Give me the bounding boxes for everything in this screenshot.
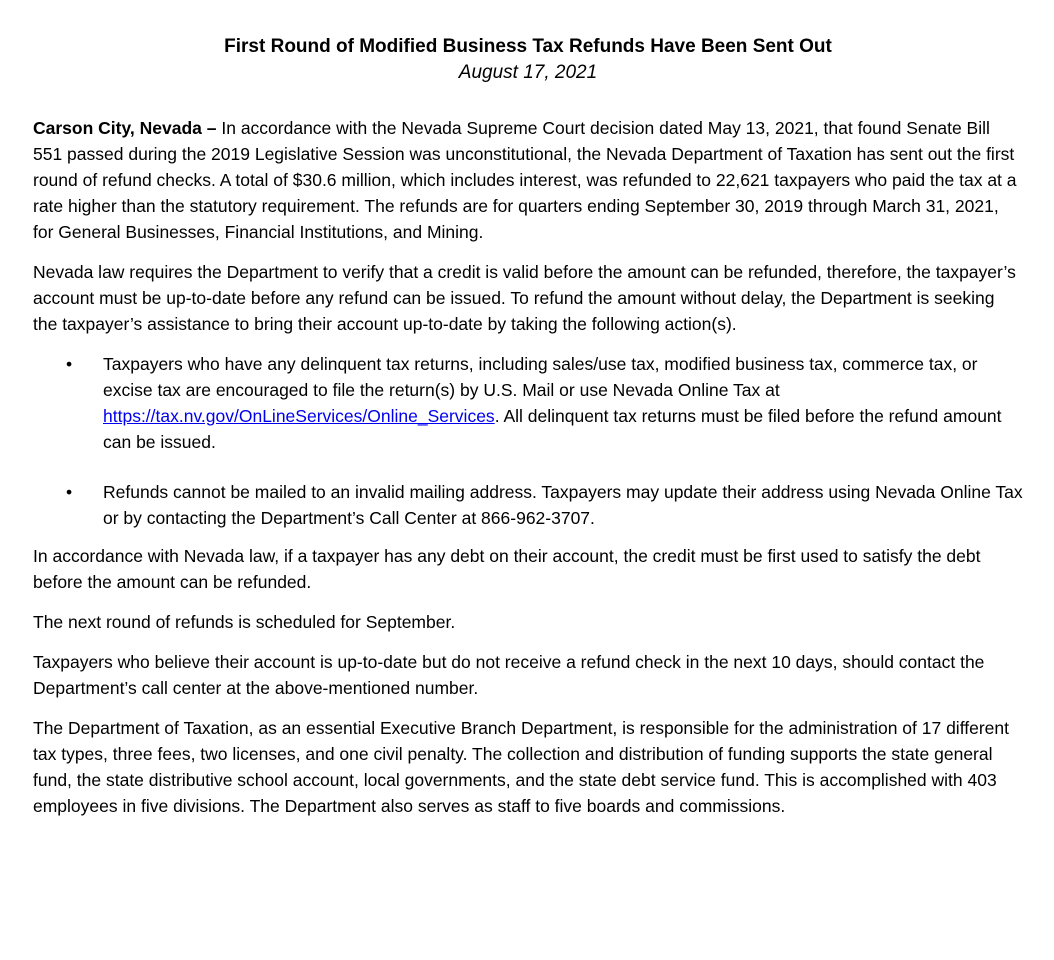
about-paragraph: The Department of Taxation, as an essential Executive Branch Department, is responsible for the administration of 17 different tax types, three fees, two licenses, and one civil penalty. The collection and distribution of funding supports the state general fund, the state distributive school account, local governments, and the state debt service fund. This is accomplished with 403 employees in five divisions. The Department also serves as staff to five boards and commissions. (33, 718, 1009, 816)
bullet-icon: • (66, 482, 73, 502)
next-round-paragraph: The next round of refunds is scheduled for September. (33, 612, 456, 632)
debt-paragraph: In accordance with Nevada law, if a taxpayer has any debt on their account, the credit must be first used to satisfy the debt before the amount can be refunded. (33, 546, 981, 592)
document-title: First Round of Modified Business Tax Refunds Have Been Sent Out (224, 36, 832, 57)
action-list (33, 351, 1023, 531)
contact-paragraph: Taxpayers who believe their account is up-to-date but do not receive a refund check in the next 10 days, should contact the Department’s call center at the above-mentioned number. (33, 652, 985, 698)
intro-paragraph (33, 115, 1023, 245)
list-item (33, 351, 1023, 455)
press-release-document (33, 34, 1023, 833)
list-item-text-before: Taxpayers who have any delinquent tax returns, including sales/use tax, modified business tax, commerce tax, or excise tax are encouraged to file the return(s) by U.S. Mail or use Nevada Online Tax at (103, 354, 978, 400)
online-services-link[interactable]: https://tax.nv.gov/OnLineServices/Online_Services (103, 406, 495, 426)
list-item (33, 479, 1023, 531)
bullet-icon: • (66, 354, 73, 374)
verify-paragraph: Nevada law requires the Department to verify that a credit is valid before the amount can be refunded, therefore, the taxpayer’s account must be up-to-date before any refund can be issued. To refund the amount without delay, the Department is seeking the taxpayer’s assistance to bring their account up-to-date by taking the following action(s). (33, 262, 1016, 334)
list-item-text: Refunds cannot be mailed to an invalid mailing address. Taxpayers may update their address using Nevada Online Tax or by contacting the Department’s Call Center at 866-962-3707. (103, 482, 1023, 528)
dateline: Carson City, Nevada – (33, 118, 217, 138)
list-item-text-after: . All delinquent tax returns must be filed before the refund amount can be issued. (103, 406, 1002, 452)
document-date: August 17, 2021 (458, 62, 598, 83)
intro-text: In accordance with the Nevada Supreme Court decision dated May 13, 2021, that found Senate Bill 551 passed during the 2019 Legislative Session was unconstitutional, the Nevada Department of Taxation has sent out the first round of refund checks. A total of $30.6 million, which includes interest, was refunded to 22,621 taxpayers who paid the tax at a rate higher than the statutory requirement. The refunds are for quarters ending September 30, 2019 through March 31, 2021, for General Businesses, Financial Institutions, and Mining. (33, 118, 1017, 242)
